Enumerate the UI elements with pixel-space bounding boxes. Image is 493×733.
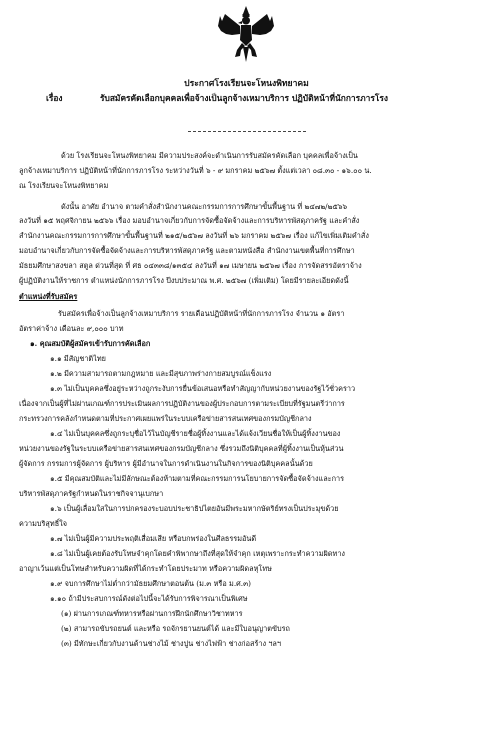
qualification-item: ๑.๔ ไม่เป็นบุคคลซึ่งถูกระบุชื่อไว้ในบัญชีรายชื่อผู้ทิ้งงานและได้แจ้งเวียนชื่อให้เป็นผู้ทิ้งงานของ [50,429,341,438]
subject-text: รับสมัครคัดเลือกบุคคลเพื่อจ้างเป็นลูกจ้างเหมาบริการ ปฏิบัติหน้าที่นักการภารโรง [100,93,388,103]
qualification-subitem: (๑) ผ่านการเกณฑ์ทหารหรือผ่านการฝึกนักศึกษาวิชาทหาร [61,609,243,618]
qualification-item: ๑.๘ ไม่เป็นผู้เคยต้องรับโทษจำคุกโดยคำพิพากษาถึงที่สุดให้จำคุก เหตุเพราะกระทำความผิดทาง [50,549,345,558]
qualification-item: ๑.๗ ไม่เป็นผู้มีความประพฤติเสื่อมเสีย หรือบกพร่องในศีลธรรมอันดี [50,534,257,543]
qualification-item: ๑.๕ มีคุณสมบัติและไม่มีลักษณะต้องห้ามตามที่คณะกรรมการนโยบายการจัดซื้อจัดจ้างและการ [50,474,345,483]
qualification-item: ๑.๑ มีสัญชาติไทย [50,354,106,363]
intro-line: ลูกจ้างเหมาบริการ ปฏิบัติหน้าที่นักการภารโรง ระหว่างวันที่ ๖ - ๙ มกราคม ๒๕๖๗ ตั้งแต่เวลา ๐๘.๓๐ - ๑๖.๐๐ น. [19,166,372,175]
qualification-item: ๑.๖ เป็นผู้เลื่อมใสในการปกครองระบอบประชาธิปไตยอันมีพระมหากษัตริย์ทรงเป็นประมุขด้วย [50,504,339,513]
divider [188,131,306,132]
qualification-item: หน่วยงานของรัฐในระบบเครือข่ายสารสนเทศของกรมบัญชีกลาง ซึ่งรวมถึงนิติบุคคลที่ผู้ทิ้งงานเป็นหุ้นส่วน [19,444,344,453]
qualification-item: ๑.๑๐ ถ้ามีประสบการณ์ดังต่อไปนี้จะได้รับการพิจารณาเป็นพิเศษ [50,594,248,603]
subject-label: เรื่อง [46,93,63,103]
authority-line: มอบอำนาจเกี่ยวกับการจัดซื้อจัดจ้างและการบริหารพัสดุภาครัฐ และตามหนังสือ สำนักงานเขตพื้นที่การศึกษา [19,246,355,255]
garuda-emblem-icon [216,4,276,64]
qualification-item: อาญาเว้นแต่เป็นโทษสำหรับความผิดที่ได้กระทำโดยประมาท หรือความผิดลหุโทษ [19,564,272,573]
qualification-item: ๑.๓ ไม่เป็นบุคคลซึ่งอยู่ระหว่างถูกระงับการยื่นข้อเสนอหรือทำสัญญากับหน่วยงานของรัฐไว้ชั่วคราว [50,384,356,393]
intro-line: ณ โรงเรียนจะโหนงพิทยาคม [19,181,109,190]
qualification-subitem: (๒) สามารถขับรถยนต์ และหรือ รถจักรยานยนต์ได้ และมีใบอนุญาตขับรถ [61,624,290,633]
intro-line: ด้วย โรงเรียนจะโหนงพิทยาคม มีความประสงค์จะดำเนินการรับสมัครคัดเลือก บุคคลเพื่อจ้างเป็น [61,151,358,160]
section-heading: ๑. คุณสมบัติผู้สมัครเข้ารับการคัดเลือก [30,339,151,348]
authority-line: สำนักงานคณะกรรมการการศึกษาขั้นพื้นฐานที่ ๒๑๕/๒๕๖๗ ลงวันที่ ๒๖ มกราคม ๒๕๖๗ เรื่อง แก้ไขเพิ่มเติมคำสั่ง [19,231,369,240]
authority-line: มัธยมศึกษาสงขลา สตูล ด่วนที่สุด ที่ ศธ ๐๔๓๓๘/๑๓๕๔ ลงวันที่ ๑๗ เมษายน ๒๕๖๗ เรื่อง การจัดสรรอัตราจ้าง [19,261,362,270]
qualification-item: กระทรวงการคลังกำหนดตามที่ประกาศเผยแพร่ในระบบเครือข่ายสารสนเทศของกรมบัญชีกลาง [19,414,312,423]
qualification-subitem: (๓) มีทักษะเกี่ยวกับงานด้านช่างไม้ ช่างปูน ช่างไฟฟ้า ช่างก่อสร้าง ฯลฯ [61,639,282,648]
page-title: ประกาศโรงเรียนจะโหนงพิทยาคม [184,79,309,89]
wage-line: อัตราค่าจ้าง เดือนละ ๙,๐๐๐ บาท [19,324,124,333]
qualification-item: ๑.๙ จบการศึกษาไม่ต่ำกว่ามัธยมศึกษาตอนต้น (ม.๓ หรือ ม.ศ.๓) [50,579,251,588]
position-heading: ตำแหน่งที่รับสมัคร [19,292,78,301]
authority-line: ผู้ปฏิบัติงานให้ราชการ ตำแหน่งนักการภารโรง ปีงบประมาณ พ.ศ. ๒๕๖๗ (เพิ่มเติม) โดยมีรายละเอียดดังนี้ [19,276,349,285]
authority-line: ลงวันที่ ๑๕ พฤศจิกายน ๒๕๖๖ เรื่อง มอบอำนาจเกี่ยวกับการจัดซื้อจัดจ้างและการบริหารพัสดุภาครัฐ และคำสั่ง [19,216,360,225]
qualification-item: ผู้จัดการ กรรมการผู้จัดการ ผู้บริหาร ผู้มีอำนาจในการดำเนินงานในกิจการของนิติบุคคลนั้นด้วย [19,459,313,468]
position-line: รับสมัครเพื่อจ้างเป็นลูกจ้างเหมาบริการ รายเดือนปฏิบัติหน้าที่นักการภารโรง จำนวน ๑ อัตรา [58,309,345,318]
authority-line: ดังนั้น อาศัย อำนาจ ตามคำสั่งสำนักงานคณะกรรมการการศึกษาขั้นพื้นฐาน ที่ ๒๔๗๒/๒๕๖๖ [61,202,348,211]
qualification-item: บริหารพัสดุภาครัฐกำหนดในราชกิจจานุเบกษา [19,489,164,498]
qualification-item: เนื่องจากเป็นผู้ที่ไม่ผ่านเกณฑ์การประเมินผลการปฏิบัติงานของผู้ประกอบการตามระเบียบที่รัฐมนตรีว่าการ [19,399,345,408]
qualification-item: ๑.๒ มีความสามารถตามกฎหมาย และมีสุขภาพร่างกายสมบูรณ์แข็งแรง [50,369,272,378]
qualification-item: ความบริสุทธิ์ใจ [19,519,67,528]
